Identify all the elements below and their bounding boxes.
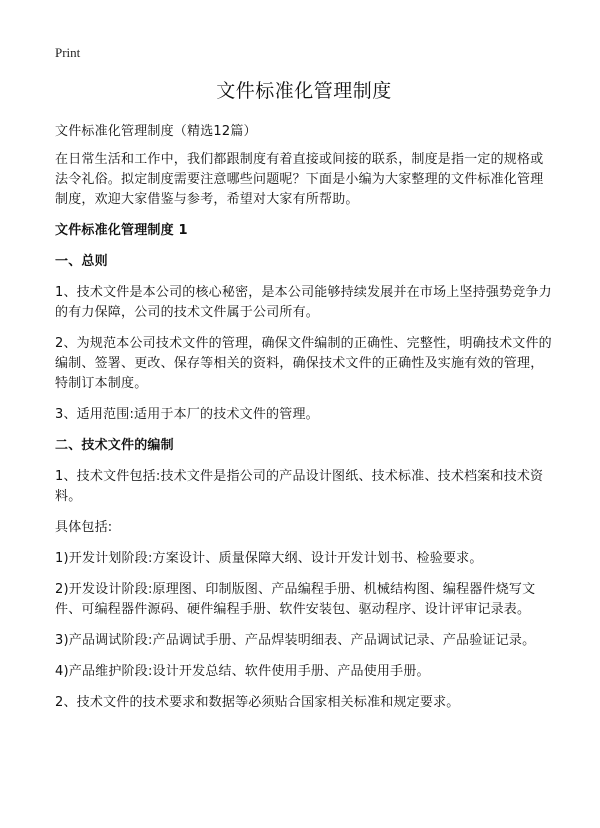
intro-paragraph: 在日常生活和工作中，我们都跟制度有着直接或间接的联系，制度是指一定的规格或法令礼俗。拟定制度需要注意哪些问题呢？下面是小编为大家整理的文件标准化管理制度，欢迎大家借鉴与参考，希望对大家有所帮助。 [55,152,544,207]
document-title: 文件标准化管理制度 [216,80,392,102]
section-heading-general: 一、总则 [55,254,108,269]
paragraph: 1)开发计划阶段:方案设计、质量保障大纲、设计开发计划书、检验要求。 [55,551,483,566]
paragraph: 1、技术文件是本公司的核心秘密，是本公司能够持续发展并在市场上坚持强势竞争力的有力保障，公司的技术文件属于公司所有。 [55,285,552,320]
paragraph: 3、适用范围:适用于本厂的技术文件的管理。 [55,407,319,422]
paragraph: 具体包括: [55,520,113,535]
document-page [55,78,553,724]
paragraph: 1、技术文件包括:技术文件是指公司的产品设计图纸、技术标准、技术档案和技术资料。 [55,469,544,504]
paragraph: 2)开发设计阶段:原理图、印制版图、产品编程手册、机械结构图、编程器件烧写文件、可编程器件源码、硬件编程手册、软件安装包、驱动程序、设计评审记录表。 [55,582,536,617]
section-heading-compilation: 二、技术文件的编制 [55,438,174,453]
document-subtitle: 文件标准化管理制度（精选12篇） [55,124,257,139]
paragraph: 3)产品调试阶段:产品调试手册、产品焊装明细表、产品调试记录、产品验证记录。 [55,633,536,648]
paragraph: 2、技术文件的技术要求和数据等必须贴合国家相关标准和规定要求。 [55,695,460,710]
paragraph: 2、为规范本公司技术文件的管理，确保文件编制的正确性、完整性，明确技术文件的编制、签署、更改、保存等相关的资料，确保技术文件的正确性及实施有效的管理，特制订本制度。 [55,336,552,391]
paragraph: 4)产品维护阶段:设计开发总结、软件使用手册、产品使用手册。 [55,664,430,679]
chapter-heading: 文件标准化管理制度 1 [55,223,188,238]
print-link[interactable]: Print [55,45,81,60]
